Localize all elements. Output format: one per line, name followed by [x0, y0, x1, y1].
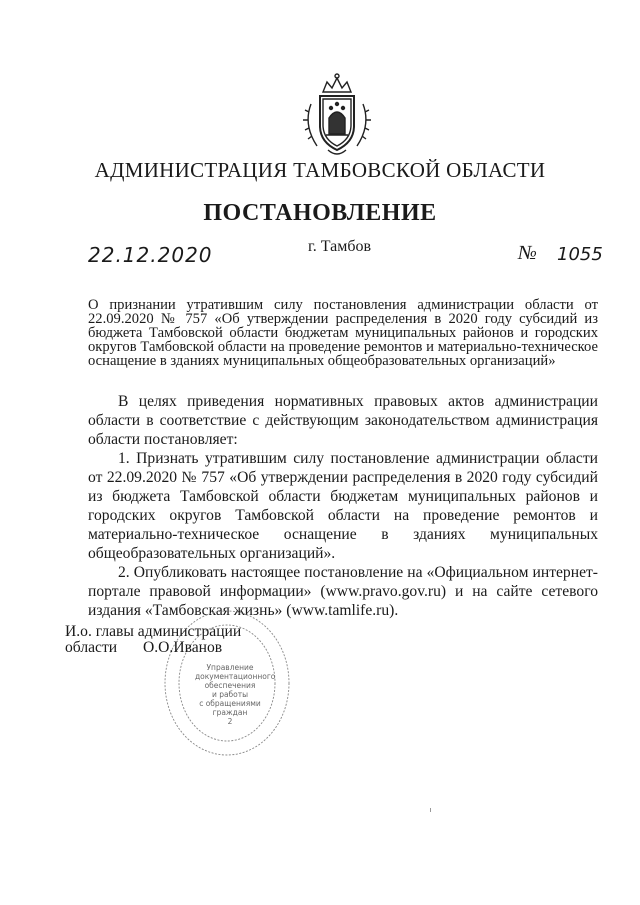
- item-1-paragraph: 1. Признать утратившим силу постановление администрации области от 22.09.2020 № 757 «Об утверждении распределения в 2020 году субсидий из бюджета Тамбовской области бюджетам муниципальных районов и городских округов Тамбовской области на проведение ремонтов и материально-техническое оснащение в зданиях муниципальных общеобразовательных организаций».: [88, 450, 598, 562]
- item-2-paragraph: 2. Опубликовать настоящее постановление на «Официальном интернет-портале правовой информации» (www.pravo.gov.ru) и на сайте сетевого издания «Тамбовская жизнь» (www.tamlife.ru).: [88, 564, 598, 619]
- signatory-position-continued: области: [65, 639, 118, 656]
- coat-of-arms-icon: [295, 70, 379, 160]
- document-number: 1055: [557, 244, 603, 265]
- organization-title: АДМИНИСТРАЦИЯ ТАМБОВСКОЙ ОБЛАСТИ: [94, 158, 546, 182]
- document-title: О признании утратившим силу постановления администрации области от 22.09.2020 № 757 «Об утверждении распределения в 2020 году субсидий из бюджета Тамбовской области бюджетам муниципальных районов и городских округов Тамбовской области на проведение ремонтов и материально-техническое оснащение в зданиях муниципальных общеобразовательных организаций»: [88, 297, 598, 369]
- document-type: ПОСТАНОВЛЕНИЕ: [203, 200, 437, 226]
- preamble-paragraph: В целях приведения нормативных правовых актов администрации области в соответствие с действующим законодательством администрация области постановляет:: [88, 393, 598, 448]
- document-date: 22.12.2020: [88, 243, 213, 267]
- stamp-text: Управление документационного обеспечения и работы с обращениями граждан 2: [195, 663, 276, 726]
- document-number-sign: №: [518, 242, 537, 264]
- signatory-name: О.О.Иванов: [143, 639, 223, 656]
- document-body: [88, 392, 598, 620]
- signatory-position: И.о. главы администрации: [65, 623, 242, 640]
- document-city: г. Тамбов: [308, 238, 372, 255]
- scan-mark: [430, 808, 431, 812]
